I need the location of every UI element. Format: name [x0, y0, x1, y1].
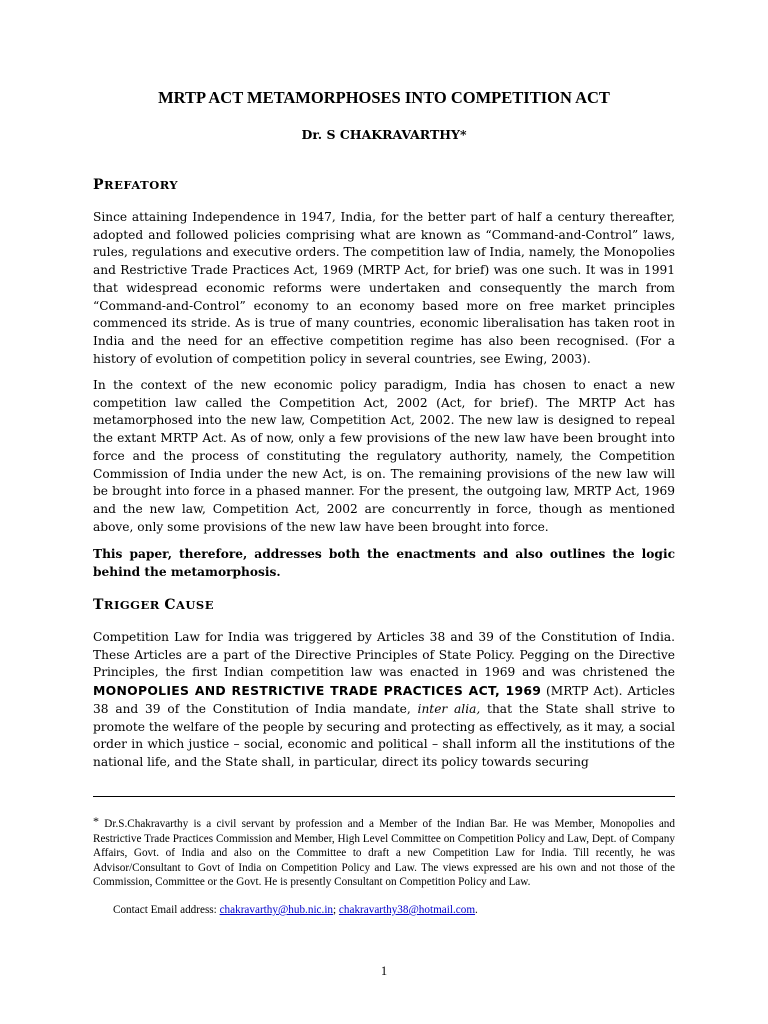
- email-link-1[interactable]: chakravarthy@hub.nic.in: [219, 904, 334, 916]
- paragraph-text: that the State shall strive to promote the welfare of the people by securing and protecting as effectively, as it may, a social order in which justice – social, economic and political – shall inform all the institutions of the national life, and the State shall, in particular, direct its policy towards securing: [93, 701, 675, 769]
- section-heading-trigger-cause: [93, 597, 214, 613]
- contact-label: Contact Email address:: [113, 904, 220, 916]
- latin-phrase: inter alia,: [417, 701, 481, 716]
- footnote-marker: *: [93, 814, 99, 828]
- prefatory-paragraph-2: In the context of the new economic policy paradigm, India has chosen to enact a new competition law called the Competition Act, 2002 (Act, for brief). The MRTP Act has metamorphosed into the new law, Competition Act, 2002. The new law is designed to repeal the extant MRTP Act. As of now, only a few provisions of the new law have been brought into force and the process of constituting the regulatory authority, namely, the Competition Commission of India under the new Act, is on. The remaining provisions of the new law will be brought into force in a phased manner. For the present, the outgoing law, MRTP Act, 1969 and the new law, Competition Act, 2002 are concurrently in force, though as mentioned above, only some provisions of the new law have been brought into force.: [93, 378, 675, 534]
- email-link-2[interactable]: chakravarthy38@hotmail.com: [338, 904, 476, 916]
- author-line: Dr. S CHAKRAVARTHY*: [301, 127, 467, 142]
- footnote: [93, 814, 675, 890]
- heading-rest: REFATORY: [104, 178, 179, 192]
- act-name: MONOPOLIES AND RESTRICTIVE TRADE PRACTICES ACT, 1969: [93, 683, 542, 699]
- heading-initial: T: [93, 597, 104, 613]
- footnote-separator: [93, 796, 675, 797]
- trigger-cause-paragraph: [93, 629, 675, 772]
- page-number: 1: [380, 964, 388, 978]
- section-heading-prefatory: [93, 177, 178, 193]
- document-title: MRTP ACT METAMORPHOSES INTO COMPETITION ACT: [158, 88, 610, 107]
- paragraph-text: Competition Law for India was triggered by Articles 38 and 39 of the Constitution of India. These Articles are a part of the Directive Principles of State Policy. Pegging on the Directive Principles, the first Indian competition law was enacted in 1969 and was christened the: [93, 630, 675, 680]
- heading-initial: C: [164, 597, 176, 613]
- heading-rest: RIGGER: [103, 598, 165, 612]
- contact-line: [113, 903, 673, 918]
- contact-end: .: [475, 904, 478, 916]
- paragraph-text: (MRTP Act). Articles 38 and 39 of the Constitution of India mandate,: [93, 684, 675, 716]
- prefatory-paragraph-3: This paper, therefore, addresses both the enactments and also outlines the logic behind the metamorphosis.: [93, 547, 675, 579]
- heading-rest: AUSE: [175, 598, 215, 612]
- prefatory-paragraph-1: Since attaining Independence in 1947, India, for the better part of half a century thereafter, adopted and followed policies comprising what are known as “Command-and-Control” laws, rules, regulations and executive orders. The competition law of India, namely, the Monopolies and Restrictive Trade Practices Act, 1969 (MRTP Act, for brief) was one such. It was in 1991 that widespread economic reforms were undertaken and consequently the march from “Command-and-Control” economy to an economy based more on free market principles commenced its stride. As is true of many countries, economic liberalisation has taken root in India and the need for an effective competition regime has also been recognised. (For a history of evolution of competition policy in several countries, see Ewing, 2003).: [93, 210, 675, 366]
- email-separator: ;: [333, 904, 339, 916]
- heading-initial: P: [93, 177, 105, 193]
- footnote-text: Dr.S.Chakravarthy is a civil servant by profession and a Member of the Indian Bar. He was Member, Monopolies and Restrictive Trade Practices Commission and Member, High Level Committee on Competition Policy and Law, Dept. of Company Affairs, Govt. of India and also on the Committee to draft a new Competition Law for India. Till recently, he was Advisor/Consultant to Govt of India on Competition Policy and Law. The views expressed are his own and not those of the Commission, Committee or the Govt. He is presently Consultant on Competition Policy and Law.: [93, 818, 675, 889]
